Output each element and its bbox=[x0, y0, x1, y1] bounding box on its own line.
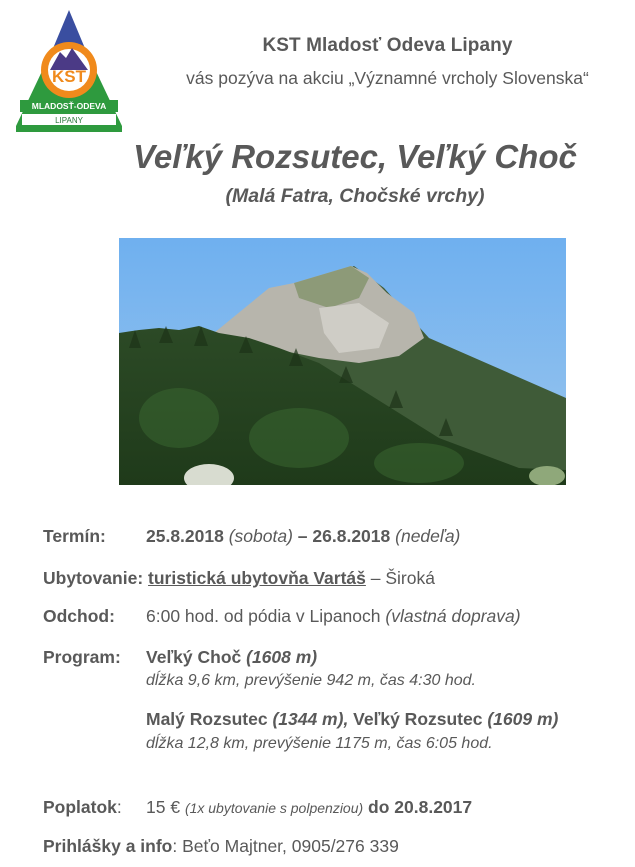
day-from: (sobota) bbox=[228, 526, 293, 546]
day-to: (nedeľa) bbox=[395, 526, 461, 546]
svg-text:KST: KST bbox=[52, 67, 86, 86]
program-label: Program: bbox=[43, 647, 121, 667]
registration-label: Prihlášky a info bbox=[43, 836, 173, 856]
registration-contact: : Beťo Majtner, 0905/276 339 bbox=[172, 836, 399, 856]
program-peak-1-height: (1608 m) bbox=[246, 647, 318, 667]
registration-row bbox=[43, 836, 399, 857]
program-peak-2-info: dĺžka 12,8 km, prevýšenie 1175 m, čas 6:05 hod. bbox=[146, 735, 493, 752]
event-title: Veľký Rozsutec, Veľký Choč bbox=[133, 138, 577, 175]
date-to: 26.8.2018 bbox=[312, 526, 391, 546]
fee-deadline: do 20.8.2017 bbox=[363, 797, 473, 817]
departure-text: 6:00 hod. od pódia v Lipanoch bbox=[146, 606, 386, 626]
fee-amount: 15 € bbox=[146, 797, 185, 817]
accommodation-link[interactable]: turistická ubytovňa Vartáš bbox=[148, 568, 366, 588]
departure-row bbox=[43, 606, 521, 627]
term-label: Termín: bbox=[43, 526, 106, 546]
fee-note: (1x ubytovanie s polpenziou) bbox=[184, 800, 364, 816]
svg-text:LIPANY: LIPANY bbox=[55, 116, 83, 125]
program-row bbox=[43, 647, 318, 668]
departure-note: (vlastná doprava) bbox=[385, 606, 521, 626]
club-logo bbox=[14, 8, 124, 134]
program-peak-2: Malý Rozsutec bbox=[146, 709, 273, 729]
date-from: 25.8.2018 bbox=[146, 526, 224, 546]
program-peak-1: Veľký Choč bbox=[146, 647, 247, 667]
accommodation-label: Ubytovanie: bbox=[43, 568, 144, 588]
program-peak-1-info: dĺžka 9,6 km, prevýšenie 942 m, čas 4:30 hod. bbox=[146, 672, 476, 689]
accommodation-location: – Široká bbox=[365, 568, 435, 588]
departure-label: Odchod: bbox=[43, 606, 115, 626]
fee-label: Poplatok bbox=[43, 797, 117, 817]
mountain-photo bbox=[119, 238, 566, 485]
fee-row: Poplatok: 15 € (1x ubytovanie s polpenziou) do 20.8.2017 bbox=[43, 797, 473, 817]
program-peak-2-height: (1344 m), bbox=[272, 709, 349, 729]
svg-text:MLADOSŤ-ODEVA: MLADOSŤ-ODEVA bbox=[31, 101, 107, 111]
organization-name: KST Mladosť Odeva Lipany bbox=[262, 35, 513, 56]
invitation-text: vás pozýva na akciu „Významné vrcholy Slovenska“ bbox=[186, 68, 589, 88]
accommodation-row bbox=[43, 568, 435, 589]
program-peak-3: Veľký Rozsutec bbox=[348, 709, 488, 729]
event-subtitle: (Malá Fatra, Chočské vrchy) bbox=[225, 185, 485, 207]
term-row: Termín: 25.8.2018 (sobota) – 26.8.2018 (nedeľa) bbox=[43, 526, 461, 546]
program-item-2 bbox=[146, 709, 558, 730]
program-peak-3-height: (1609 m) bbox=[487, 709, 559, 729]
